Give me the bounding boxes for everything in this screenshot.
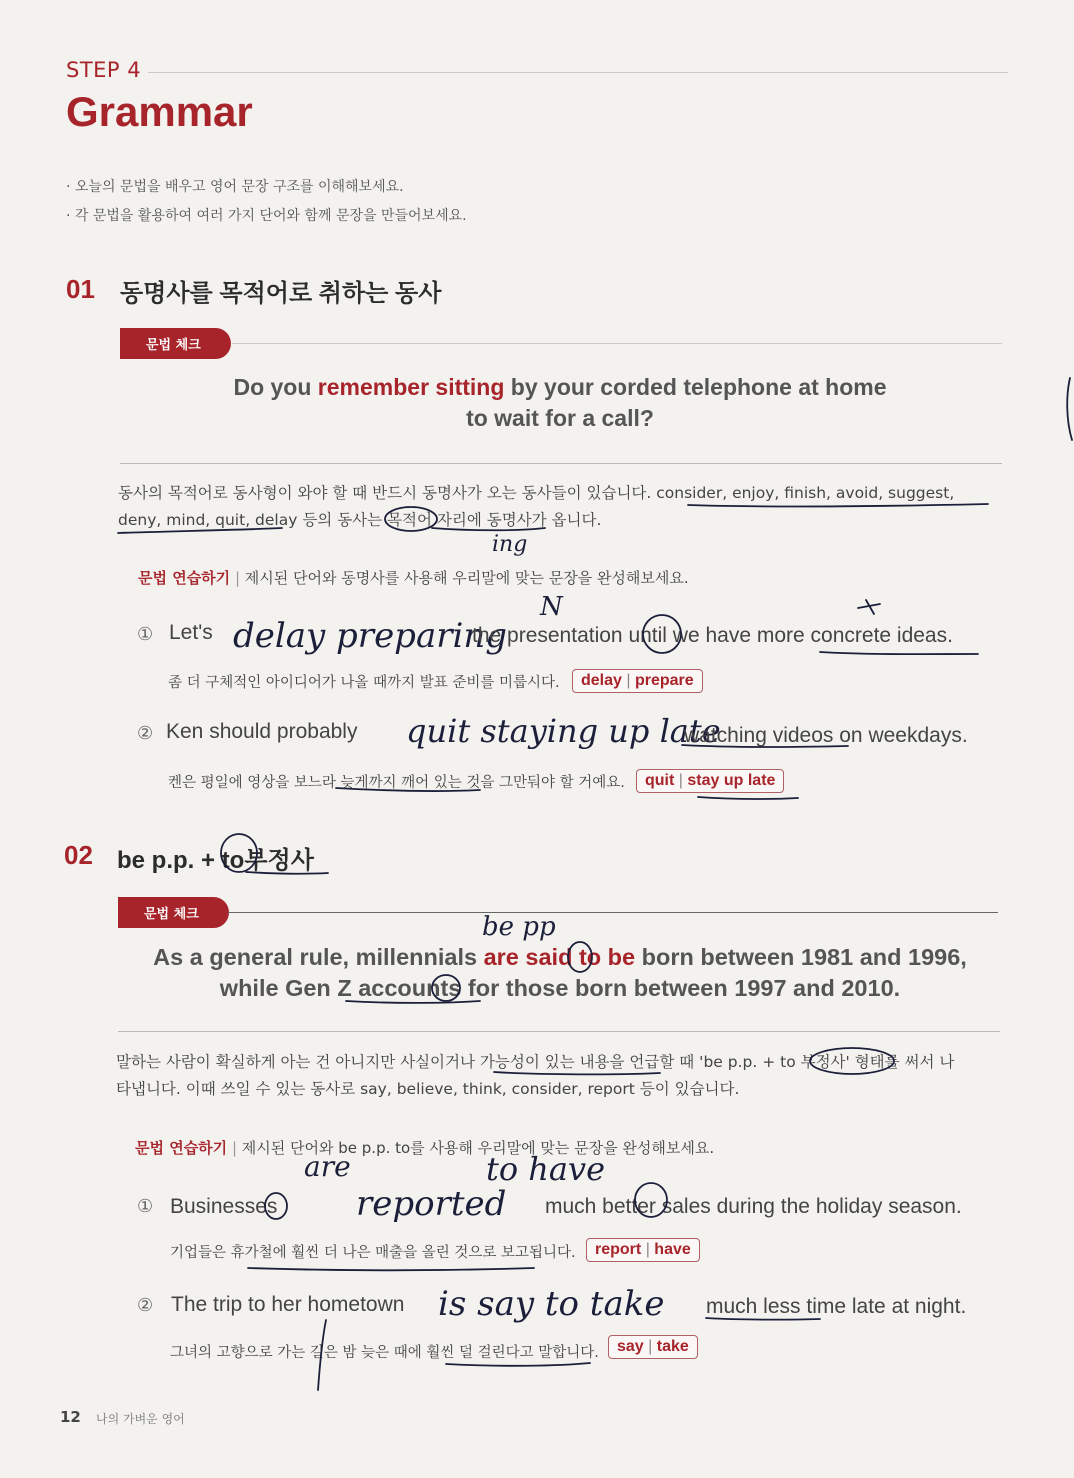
s2-q1-word1: report [595,1241,642,1258]
example-2-part1: As a general rule, millennials [153,944,484,970]
annotation-are: are [304,1150,351,1183]
underline-korean-report [248,1268,534,1270]
explanation-2-line1: 말하는 사람이 확실하게 아는 건 아니지만 사실이거나 가능성이 있는 내용을 언급할 때 'be p.p. + to 부정사' 형태를 써서 나 [116,1053,955,1071]
example-2-highlight: are said to be [483,944,636,970]
s2-q2-word1: say [617,1338,644,1355]
s2-q2-word-box: say | take [608,1335,698,1359]
s1-q2-word1: quit [645,772,675,789]
practice-instruction-2: 제시된 단어와 be p.p. to를 사용해 우리말에 맞는 문장을 완성해보세요. [241,1139,715,1157]
s1-q2-handwritten-answer: quit staying up late [406,712,721,750]
s1-q2-word2: stay up late [687,772,776,789]
section-1-number: 01 [66,274,95,304]
section-1-title: 동명사를 목적어로 취하는 동사 [120,280,442,307]
star-mark [858,600,880,614]
annotation-ing: ing [492,532,528,557]
divider-1 [120,463,1002,464]
step-label: STEP 4 [66,58,142,82]
example-1-part2: by your corded telephone at home [504,374,887,400]
annotation-to-have: to have [486,1150,605,1188]
underline-korean-say [446,1363,590,1366]
example-sentence-2 [110,942,1010,1004]
divider-2 [118,1031,1000,1032]
explanation-1-line1: 동사의 목적어로 동사형이 와야 할 때 반드시 동명사가 오는 동사들이 있습니다. consider, enjoy, finish, avoid, suggest, [118,484,955,502]
step-divider [148,72,1008,73]
explanation-1 [118,480,1008,534]
practice-header-2: 문법 연습하기 | 제시된 단어와 be p.p. to를 사용해 우리말에 맞는 문장을 완성해보세요. [135,1139,715,1157]
s2-q1-korean: 기업들은 휴가철에 훨씬 더 나은 매출을 올린 것으로 보고됩니다. [170,1245,576,1261]
s1-q2-prefix: Ken should probably [166,720,358,743]
s1-q1-prefix: Let's [169,621,213,644]
explanation-1-line2: deny, mind, quit, delay 등의 동사는 목적어 자리에 동명사가 옵니다. [118,511,602,529]
s1-q2-word-box: quit | stay up late [636,769,784,793]
s2-q1-prefix: Businesses [170,1195,278,1218]
practice-instruction-1: 제시된 단어와 동명사를 사용해 우리말에 맞는 문장을 완성해보세요. [244,569,689,587]
s2-q1-word2: have [654,1241,691,1258]
example-sentence-1 [140,372,980,434]
section-2-title: be p.p. + to부정사 [117,847,314,874]
explanation-2 [116,1049,1006,1103]
s2-q2-korean: 그녀의 고향으로 가는 길은 밤 늦은 때에 훨씬 덜 걸린다고 말합니다. [170,1345,599,1361]
example-2-line2: while Gen Z accounts for those born between 1997 and 2010. [219,975,901,1001]
s1-q1-word-box: delay | prepare [572,669,703,693]
page-number: 12 [60,1408,81,1426]
section-2-number: 02 [64,840,93,870]
s2-q2-handwritten-answer: is say to take [438,1284,665,1324]
s2-q2-suffix: much less time late at night. [706,1295,967,1318]
example-1-part1: Do you [233,374,318,400]
s1-q1-word1: delay [581,672,622,689]
intro-line-1: · 오늘의 문법을 배우고 영어 문장 구조를 이해해보세요. [66,179,404,195]
example-1-line2: to wait for a call? [466,405,654,431]
tag-line-1 [232,343,1002,344]
example-2-part2: born between 1981 and 1996, [635,944,967,970]
tag-line-2 [228,912,998,913]
s1-q1-word2: prepare [634,672,694,689]
s1-q1-suffix: the presentation until we have more concrete ideas. [472,624,953,647]
grammar-check-tag-2: 문법 체크 [118,897,229,928]
intro-line-2: · 각 문법을 활용하여 여러 가지 단어와 함께 문장을 만들어보세요. [66,208,467,224]
margin-bracket [1067,378,1072,440]
example-1-highlight: remember sitting [317,374,505,400]
s2-q2-prefix: The trip to her hometown [171,1293,405,1316]
annotation-n-mark: N [540,592,563,622]
practice-header-1: 문법 연습하기 | 제시된 단어와 동명사를 사용해 우리말에 맞는 문장을 완성해보세요. [138,569,689,587]
s1-q2-suffix: watching videos on weekdays. [684,724,968,747]
practice-label-2: 문법 연습하기 [135,1139,228,1157]
page-title: Grammar [66,88,253,135]
practice-label-1: 문법 연습하기 [138,569,231,587]
explanation-2-line2: 타냅니다. 이때 쓰일 수 있는 동사로 say, believe, think, consider, report 등이 있습니다. [116,1080,740,1098]
s1-q2-number: ② [137,723,154,744]
s2-q1-word-box: report | have [586,1238,700,1262]
s1-q1-korean: 좀 더 구체적인 아이디어가 나올 때까지 발표 준비를 미룹시다. [168,675,560,691]
s1-q1-handwritten-answer: delay preparing [233,616,508,656]
book-title: 나의 가벼운 영어 [96,1412,185,1426]
underline-concrete [820,652,978,654]
s2-q1-handwritten-answer: reported [356,1184,507,1224]
s2-q2-number: ② [137,1295,154,1316]
s2-q1-suffix: much better sales during the holiday season. [545,1195,962,1218]
underline-stay-up-late [698,797,798,799]
s2-q2-word2: take [656,1338,689,1355]
s2-q1-number: ① [137,1196,154,1217]
s1-q2-korean: 켄은 평일에 영상을 보느라 늦게까지 깨어 있는 것을 그만둬야 할 거예요. [168,775,625,791]
s1-q1-number: ① [137,624,154,645]
annotation-be-pp: be pp [482,912,556,942]
grammar-check-tag-1: 문법 체크 [120,328,231,359]
